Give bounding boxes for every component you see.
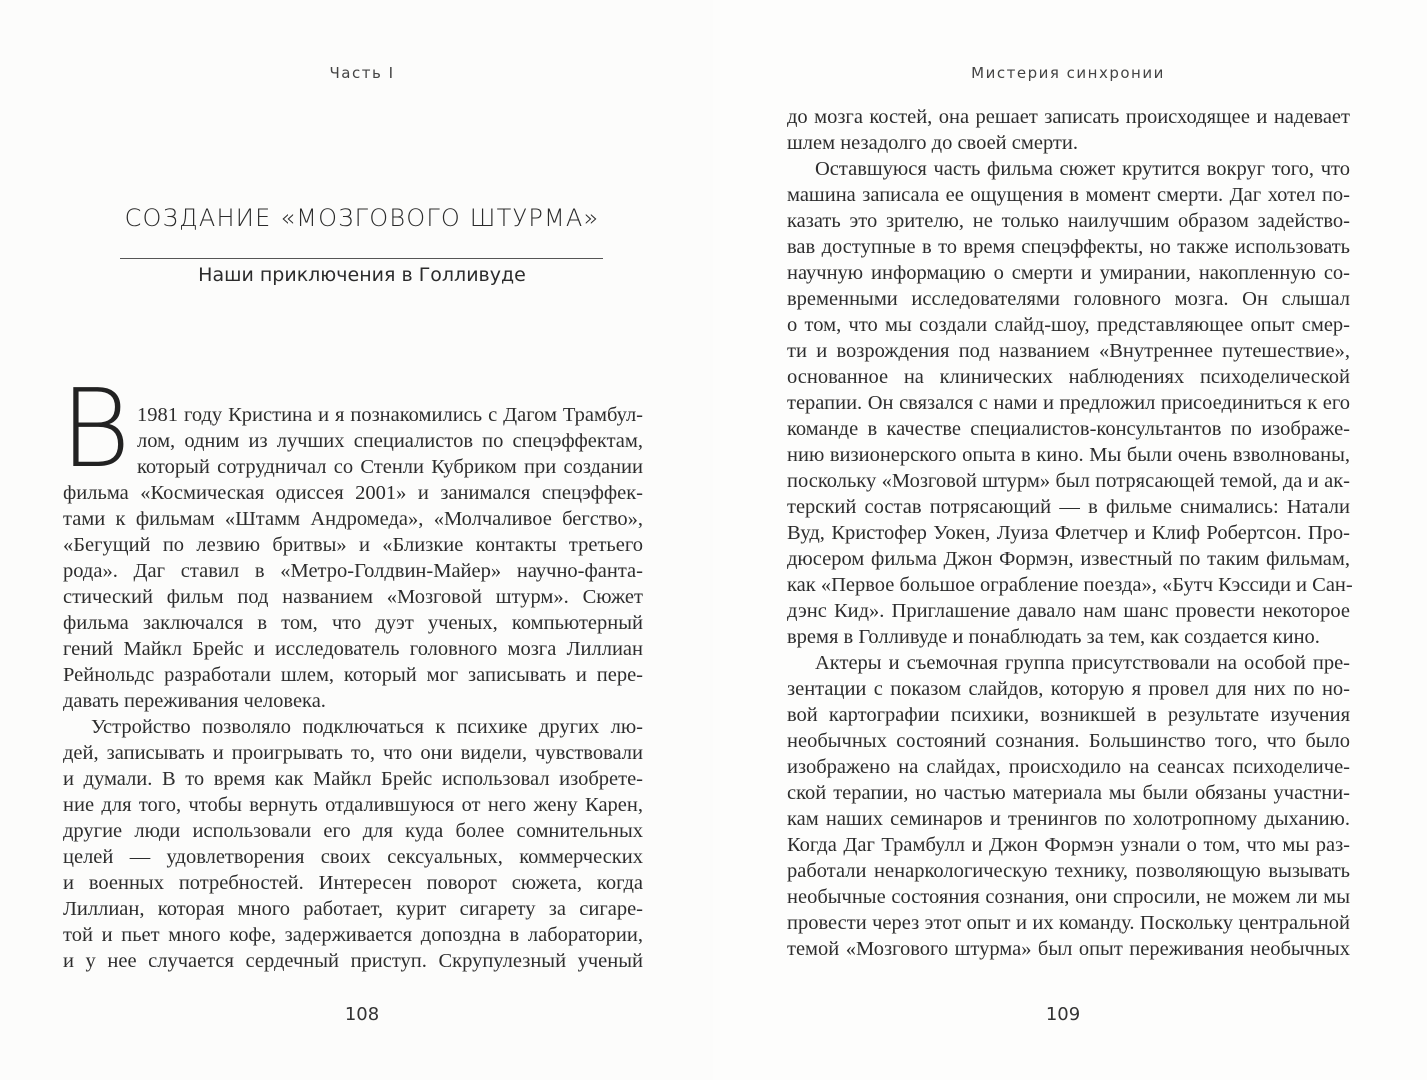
text-line: о том, что мы создали слайд-шоу, представляющее опыт смер- [787,314,1350,336]
title-divider [120,258,603,259]
text-line: необычные состояния сознания, они спросили, не можем ли мы [787,886,1350,908]
text-line: Лиллиан, которая много работает, курит сигарету за сигаре- [63,898,643,920]
text-line: терапии. Он связался с нами и предложил присоединиться к его [787,392,1350,414]
text-line: основанное на клинических наблюдениях психоделической [787,366,1350,388]
text-line: давать переживания человека. [63,690,326,712]
running-head: Мистерия синхронии [971,64,1165,82]
text-line: другие люди использовали его для куда более сомнительных [63,820,643,842]
text-line: целей — удовлетворения своих сексуальных, коммерческих [63,846,643,868]
text-line: стический фильм под названием «Мозговой штурм». Сюжет [63,586,643,608]
text-line: ти и возрождения под названием «Внутреннее путешествие», [787,340,1350,362]
text-line: Рейнольдс разработали шлем, который мог записывать и пере- [63,664,643,686]
text-line: дэнс Кид». Приглашение давало нам шанс провести некоторое [787,600,1350,622]
text-line: дюсером фильма Джон Формэн, известный по таким фильмам, [787,548,1350,570]
text-line: как «Первое большое ограбление поезда», «Бутч Кэссиди и Сан- [787,574,1353,596]
text-line: кам наших семинаров и тренингов по холотропному дыханию. [787,808,1350,830]
text-line: Устройство позволяло подключаться к психике других лю- [91,716,643,738]
text-line: Актеры и съемочная группа присутствовали на особой пре- [815,652,1350,674]
text-line: терский состав потрясающий — в фильме снимались: Натали [787,496,1350,518]
text-line: необычных состояний сознания. Большинство того, что было [787,730,1350,752]
text-line: рода». Даг ставил в «Метро-Голдвин-Майер» научно-фанта- [63,560,643,582]
text-line: «Бегущий по лезвию бритвы» и «Близкие контакты третьего [63,534,643,556]
text-line: нию визионерского опыта в кино. Мы были очень взволнованы, [787,444,1350,466]
text-line: временными исследователями головного мозга. Он слышал [787,288,1350,310]
text-line: до мозга костей, она решает записать происходящее и надевает [787,106,1350,128]
text-line: провести через этот опыт и их команду. Поскольку центральной [787,912,1350,934]
text-line: темой «Мозгового штурма» был опыт переживания необычных [787,938,1350,960]
text-line: и у нее случается сердечный приступ. Скрупулезный ученый [63,950,643,972]
text-line: дей, записывать и проигрывать то, что они видели, чувствовали [63,742,643,764]
text-line: научную информацию о смерти и умирании, накопленную со- [787,262,1350,284]
text-line: и военных потребностей. Интересен поворот сюжета, когда [63,872,643,894]
running-head: Часть I [329,64,395,82]
chapter-subtitle: Наши приключения в Голливуде [198,264,526,286]
text-line: машина записала ее ощущения в момент смерти. Даг хотел по- [787,184,1350,206]
text-line: зентации с показом слайдов, которую я провел для них по но- [787,678,1350,700]
text-line: вав доступные в то время спецэффекты, но также использовать [787,236,1350,258]
text-line: Оставшуюся часть фильма сюжет крутится вокруг того, что [815,158,1350,180]
right-page [713,0,1427,1080]
text-line: ние для того, чтобы вернуть отдалившуюся от него жену Карен, [63,794,643,816]
text-line: время в Голливуде и понаблюдать за тем, как создается кино. [787,626,1320,648]
body-text [787,104,1353,962]
text-line: шлем незадолго до своей смерти. [787,132,1078,154]
text-line: работали ненаркологическую технику, позволяющую вызывать [787,860,1350,882]
text-line: казать это зрителю, не только наилучшим образом задейство- [787,210,1350,232]
text-line: лом, одним из лучших специалистов по спецэффектам, [137,430,643,452]
text-line: тами к фильмам «Штамм Андромеда», «Молчаливое бегство», [63,508,643,530]
text-line: который сотрудничал со Стенли Кубриком при создании [137,456,643,478]
text-line: и думали. В то время как Майкл Брейс использовал изобрете- [63,768,643,790]
text-line: ской терапии, но частью материала мы были обязаны участни- [787,782,1350,804]
chapter-title: СОЗДАНИЕ «МОЗГОВОГО ШТУРМА» [124,204,600,232]
text-line: той и пьет много кофе, задерживается допоздна в лаборатории, [63,924,643,946]
left-page [0,0,713,1080]
text-line: изображено на слайдах, происходило на сеансах психоделиче- [787,756,1350,778]
text-line: Вуд, Кристофер Уокен, Луиза Флетчер и Клиф Робертсон. Про- [787,522,1350,544]
page-number: 108 [344,1004,380,1025]
text-line: 1981 году Кристина и я познакомились с Дагом Трамбул- [137,404,643,426]
text-line: поскольку «Мозговой штурм» был потрясающей темой, да и ак- [787,470,1350,492]
text-line: гений Майкл Брейс и исследователь головного мозга Лиллиан [63,638,643,660]
drop-cap: В [60,367,131,492]
text-line: команде в качестве специалистов-консультантов по изображе- [787,418,1350,440]
text-line: вой картографии психики, возникшей в результате изучения [787,704,1350,726]
text-line: Когда Даг Трамбулл и Джон Формэн узнали о том, что мы раз- [787,834,1350,856]
page-number: 109 [1045,1004,1081,1025]
text-line: фильма «Космическая одиссея 2001» и занимался спецэффек- [63,482,643,504]
body-text [63,402,643,974]
text-line: фильма заключался в том, что дуэт ученых, компьютерный [63,612,643,634]
